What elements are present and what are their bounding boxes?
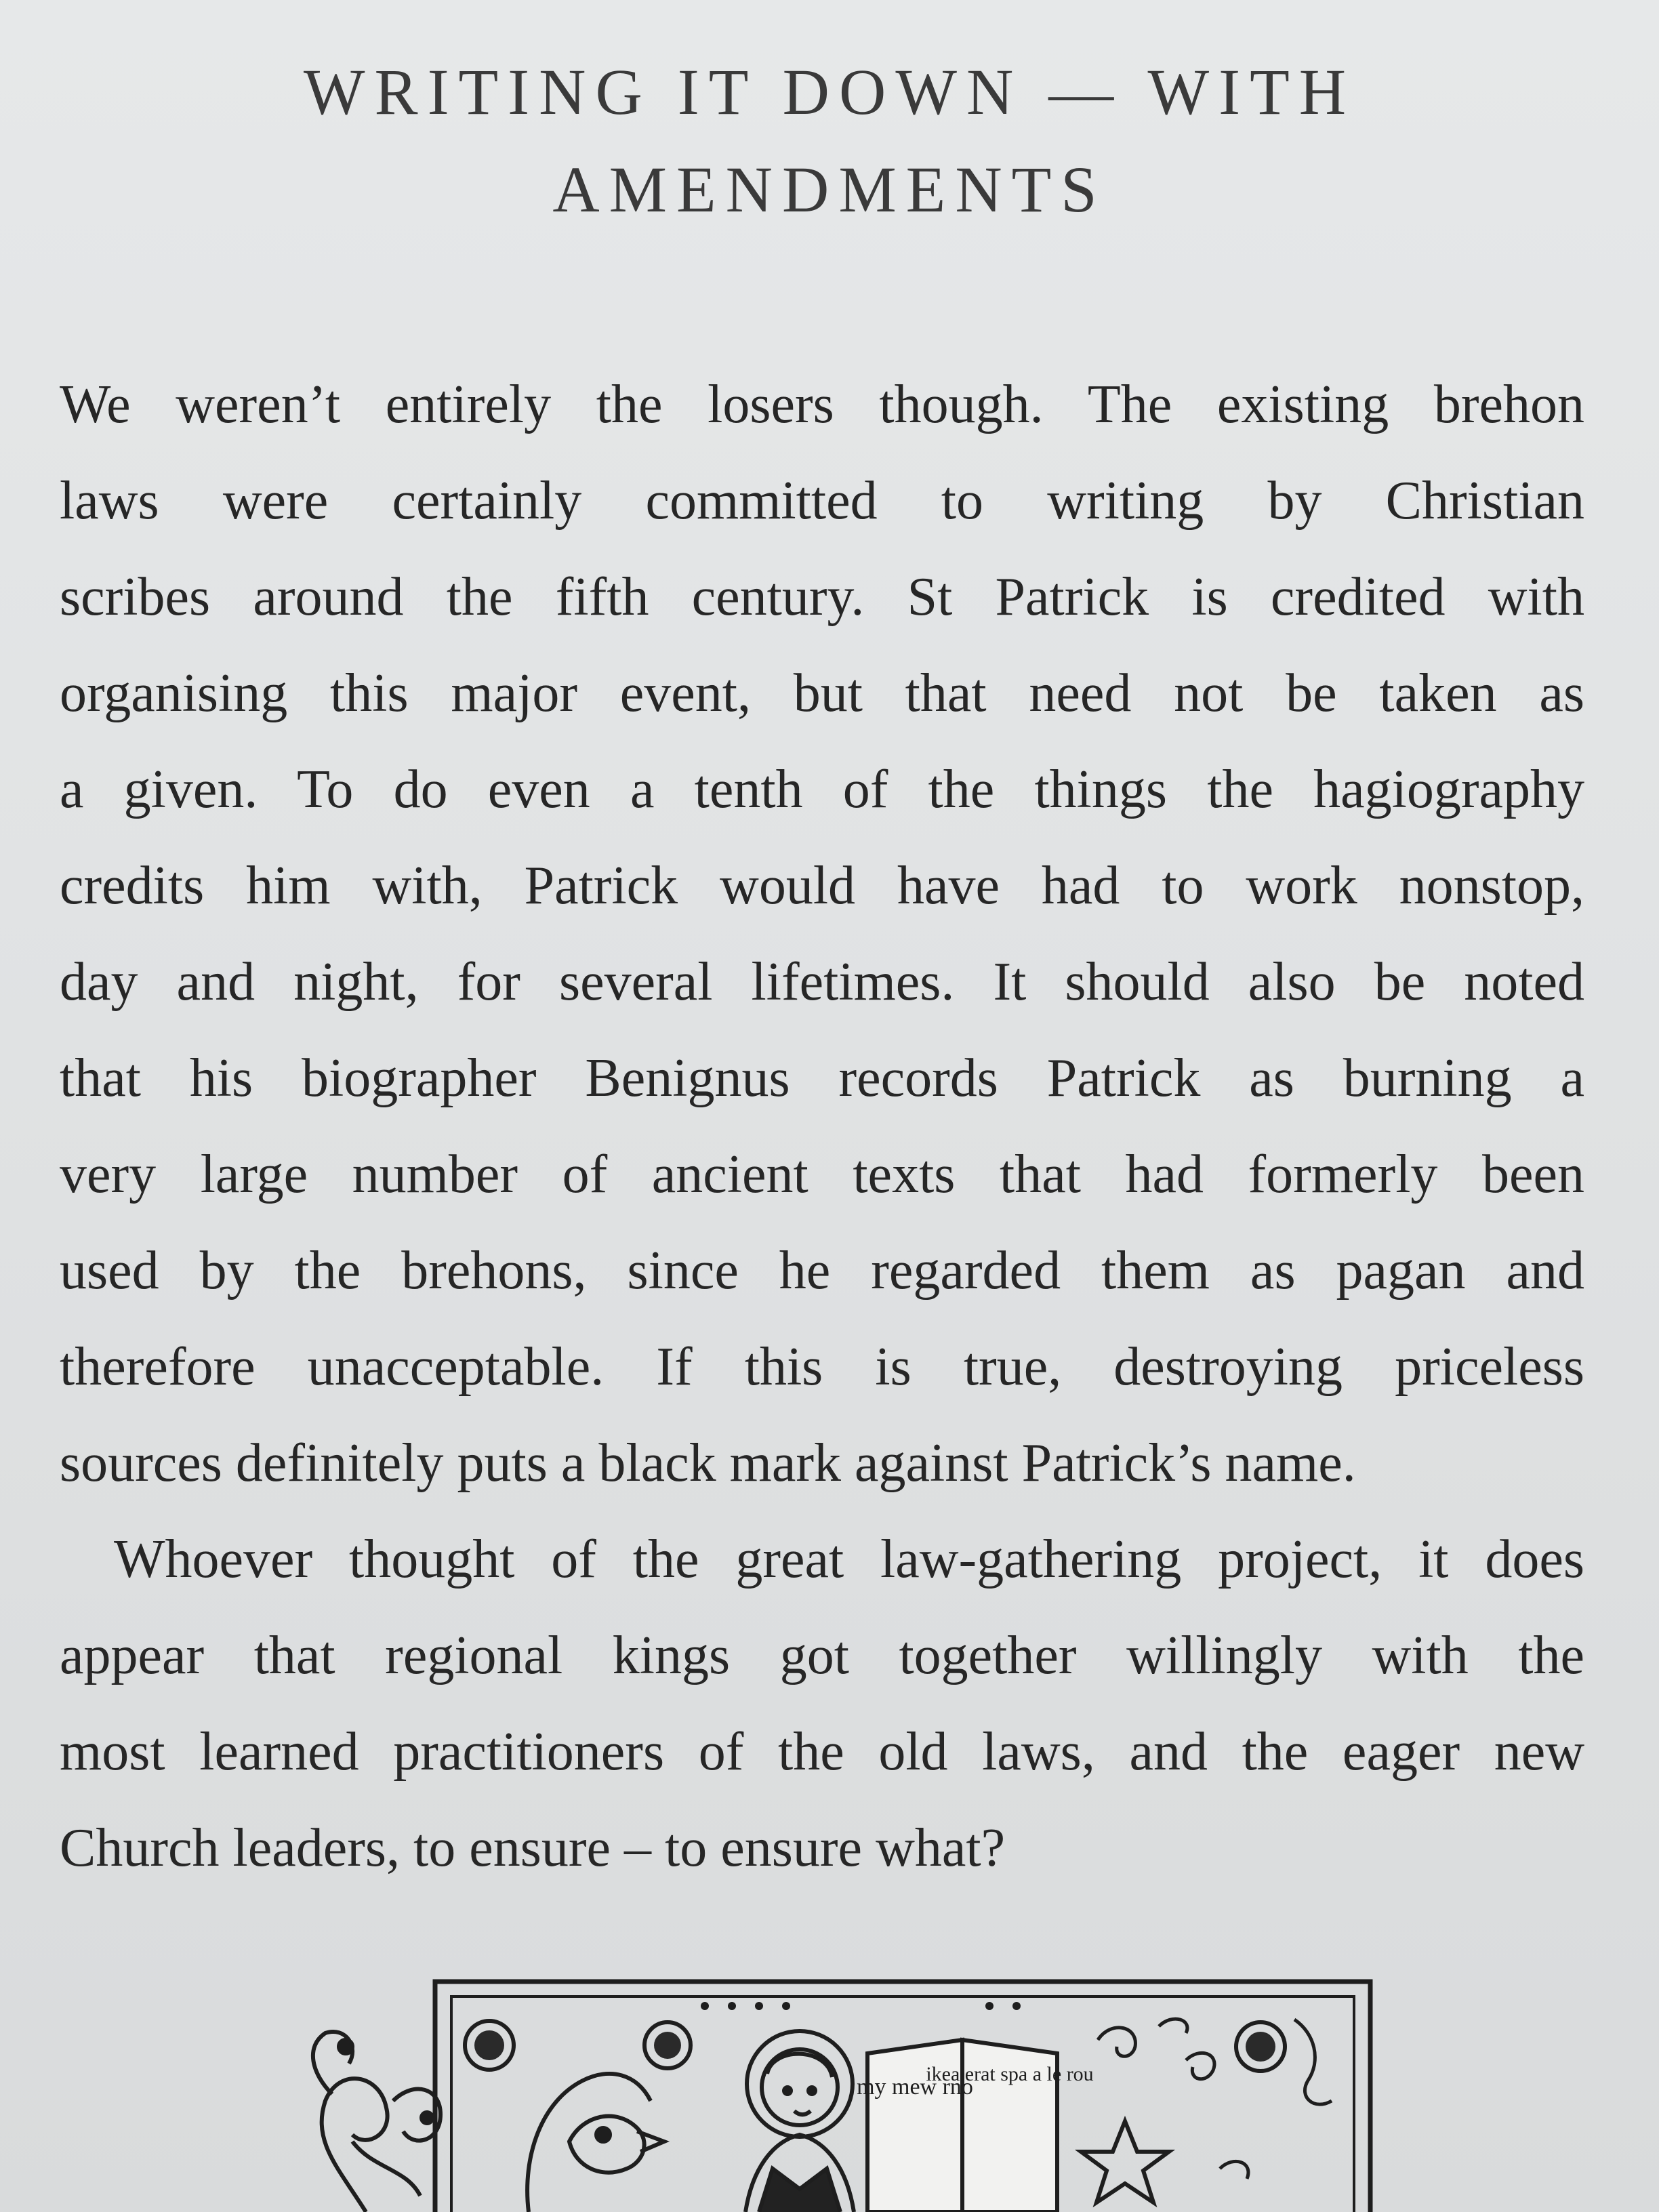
roundel-right [1236, 2022, 1285, 2071]
text-line: Church leaders, to ensure – to ensure what? [60, 1818, 1006, 1878]
border-dots [701, 2002, 1021, 2010]
eagle-icon [527, 2074, 664, 2212]
woodcut-illustration [285, 1965, 1382, 2212]
chapter-title-line-1: WRITING IT DOWN — WITH [303, 56, 1356, 128]
text-line: laws were certainly committed to writing by Christian [60, 471, 1584, 531]
text-line: most learned practitioners of the old laws, and the eager new [60, 1722, 1584, 1782]
text-line: sources definitely puts a black mark against Patrick’s name. [60, 1433, 1356, 1493]
text-line: credits him with, Patrick would have had to work nonstop, [60, 856, 1584, 916]
swirl-ornament [1098, 2019, 1332, 2179]
paragraph-2 [60, 1511, 1584, 1896]
star-icon [1081, 2121, 1169, 2203]
body-text [60, 356, 1584, 1896]
foliage-ornament [313, 2032, 441, 2212]
text-line: Whoever thought of the great law-gathering project, it does [114, 1530, 1584, 1589]
book-left-page-text: my mew rno [857, 2074, 973, 2100]
text-line: scribes around the fifth century. St Patrick is credited with [60, 567, 1584, 627]
chapter-title-line-2: AMENDMENTS [552, 153, 1107, 226]
text-line: that his biographer Benignus records Patrick as burning a [60, 1048, 1584, 1108]
book-right-page-text: ikea erat spa a le rou [926, 2063, 1094, 2085]
text-line: very large number of ancient texts that had formerly been [60, 1145, 1584, 1204]
roundel-middle [644, 2022, 691, 2068]
text-line: used by the brehons, since he regarded them as pagan and [60, 1241, 1584, 1300]
paragraph-1 [60, 356, 1584, 1511]
text-line: a given. To do even a tenth of the things the hagiography [60, 760, 1584, 819]
roundel-left [465, 2021, 514, 2070]
text-line: appear that regional kings got together willingly with the [60, 1626, 1584, 1685]
text-line: day and night, for several lifetimes. It should also be noted [60, 952, 1584, 1012]
text-line: therefore unacceptable. If this is true, destroying priceless [60, 1337, 1584, 1397]
saint-figure [745, 2031, 854, 2212]
text-line: organising this major event, but that need not be taken as [60, 663, 1584, 723]
open-book-icon [857, 2040, 1094, 2212]
text-line: We weren’t entirely the losers though. The existing brehon [60, 375, 1584, 434]
